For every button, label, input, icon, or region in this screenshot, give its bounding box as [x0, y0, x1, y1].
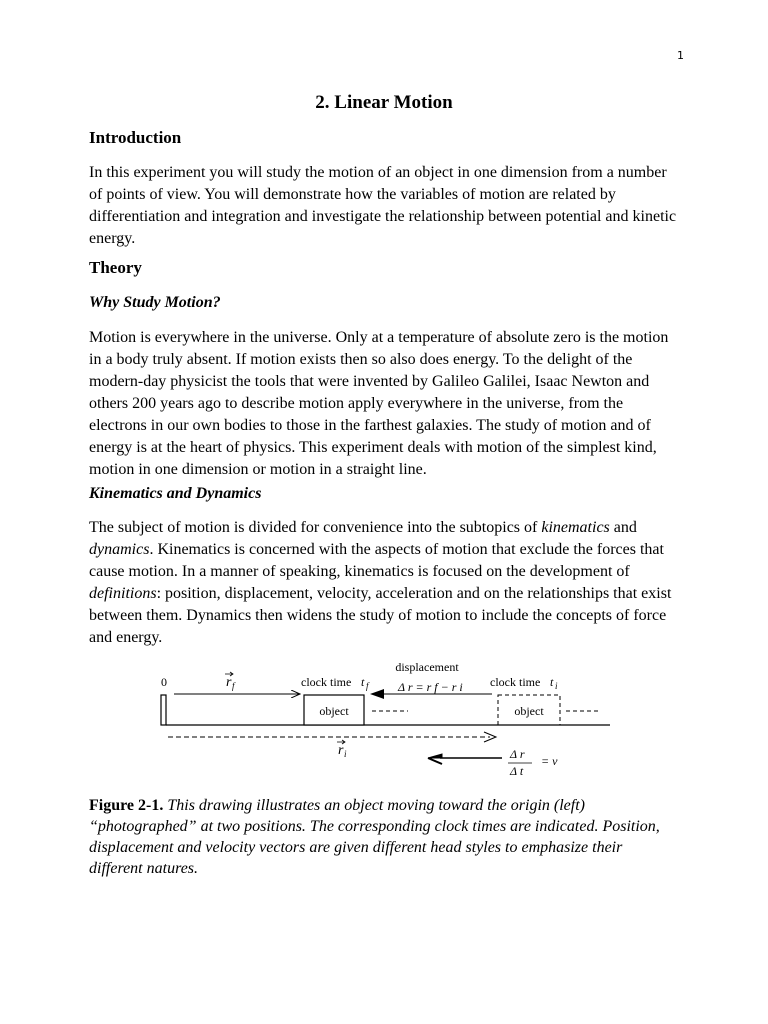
- ri-subscript: i: [344, 749, 347, 759]
- ri-symbol: r: [338, 743, 344, 758]
- velocity-barb: [428, 758, 442, 764]
- displacement-equation: Δ r = r f − r i: [398, 680, 463, 694]
- displacement-arrowhead: [370, 689, 384, 699]
- tf-symbol: t: [361, 675, 365, 689]
- term-definitions: definitions: [89, 585, 157, 602]
- motion-diagram: [140, 655, 620, 775]
- heading-why-study-motion: Why Study Motion?: [89, 294, 221, 311]
- rf-symbol: r: [226, 675, 232, 690]
- text-run: and: [609, 519, 637, 536]
- rf-subscript: f: [232, 681, 235, 691]
- tf-subscript: f: [366, 681, 369, 691]
- displacement-label: displacement: [395, 660, 459, 674]
- clock-time-left-label: clock time: [301, 675, 352, 689]
- clock-time-right-label: clock time: [490, 675, 541, 689]
- paragraph-introduction: In this experiment you will study the motion of an object in one dimension from a number of points of view. You will demonstrate how the variables of motion are related by differentiation and integration and investigate the relationship between potential and kinetic energy.: [89, 164, 677, 247]
- velocity-numerator: Δ r: [510, 747, 525, 761]
- paragraph-kinematics-dynamics: [89, 517, 679, 649]
- ti-subscript: i: [555, 681, 558, 691]
- ri-label: [337, 740, 347, 759]
- paragraph-why-study-motion: Motion is everywhere in the universe. Only at a temperature of absolute zero is the motion in a body truly absent. If motion exists then so also does energy. To the delight of the modern-day physicist the tools that were invented by Galileo Galilei, Isaac Newton and others 200 years ago to describe motion apply everywhere in the universe, from the electrons in our own bodies to those in the farthest galaxies. The study of motion and of energy is at the heart of physics. This experiment deals with motion of the simplest kind, motion in one dimension or motion in a straight line.: [89, 329, 669, 478]
- term-kinematics: kinematics: [541, 519, 610, 536]
- rf-label: [225, 672, 236, 691]
- figure-2-1: [140, 655, 620, 775]
- velocity-denominator: Δ t: [510, 764, 524, 775]
- text-run: : position, displacement, velocity, acceleration and on the relationships that exist between them. Dynamics then widens the study of motion to include the concepts of force and energy.: [89, 585, 672, 646]
- caption-text: This drawing illustrates an object moving toward the origin (left) “photographed” at two positions. The corresponding clock times are indicated. Position, displacement and velocity vectors are given different head styles to emphasize their different natures.: [89, 797, 660, 877]
- term-dynamics: dynamics: [89, 541, 150, 558]
- page-title: 2. Linear Motion: [315, 92, 453, 113]
- page-number: 1: [677, 49, 684, 62]
- text-run: . Kinematics is concerned with the aspects of motion that exclude the forces that cause motion. In a manner of speaking, kinematics is focused on the development of: [89, 541, 664, 580]
- origin-label: 0: [161, 675, 167, 689]
- heading-kinematics-dynamics: Kinematics and Dynamics: [89, 485, 262, 502]
- origin-post: [161, 695, 166, 725]
- object-label-final: object: [319, 704, 349, 718]
- figure-caption: [89, 795, 679, 879]
- ti-symbol: t: [550, 675, 554, 689]
- object-label-initial: object: [514, 704, 544, 718]
- heading-theory: Theory: [89, 258, 142, 277]
- heading-introduction: Introduction: [89, 128, 182, 147]
- velocity-half-arrowhead: [428, 754, 442, 758]
- velocity-equals: = v: [541, 754, 558, 768]
- text-run: The subject of motion is divided for convenience into the subtopics of: [89, 519, 542, 536]
- caption-label: Figure 2-1.: [89, 797, 164, 814]
